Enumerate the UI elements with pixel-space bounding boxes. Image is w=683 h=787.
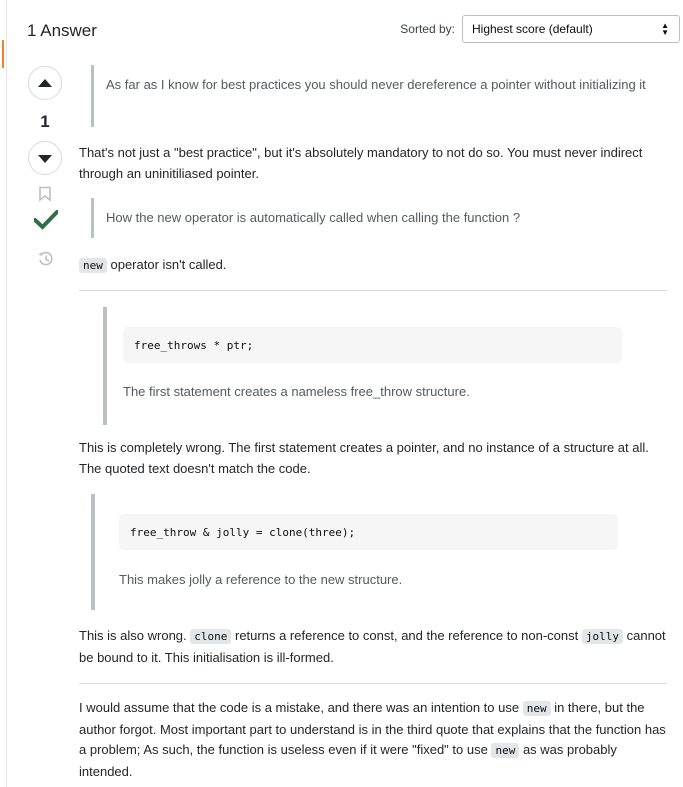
code-block-2: free_throw & jolly = clone(three); <box>119 514 618 550</box>
paragraph-4-text-b: returns a reference to const, and the reference to non-const <box>231 628 582 643</box>
quote-text: As far as I know for best practices you should never dereference a pointer without initializing it <box>106 77 646 92</box>
select-arrows-icon: ▲ ▼ <box>661 21 669 37</box>
history-icon[interactable] <box>37 250 55 268</box>
paragraph-3: This is completely wrong. The first statement creates a pointer, and no instance of a structure at all. The quoted text doesn't match the code. <box>79 440 649 476</box>
blockquote-1 <box>91 65 651 127</box>
paragraph-2-text: operator isn't called. <box>106 257 227 272</box>
paragraph-2 <box>79 255 226 277</box>
paragraph-1: That's not just a "best practice", but it's absolutely mandatory to not do so. You must never indirect through an uninitiliased pointer. <box>79 145 643 181</box>
horizontal-rule <box>79 290 667 291</box>
checkmark-icon <box>34 209 58 231</box>
left-rule <box>0 0 6 787</box>
sort-select-value: Highest score (default) <box>472 22 593 36</box>
quote-text: The first statement creates a nameless free_throw structure. <box>123 384 470 399</box>
paragraph-5-text-a: I would assume that the code is a mistake, and there was an intention to use <box>79 700 523 715</box>
inline-code-new: new <box>523 701 551 716</box>
answer-count: 1 Answer <box>27 21 97 40</box>
paragraph-4 <box>79 626 669 668</box>
code-block-1: free_throws * ptr; <box>123 327 622 363</box>
blockquote-4 <box>91 494 631 610</box>
paragraph-4-text-a: This is also wrong. <box>79 628 191 643</box>
vote-up-button[interactable] <box>28 66 62 100</box>
inline-code-jolly: jolly <box>582 629 623 644</box>
inline-code-new: new <box>491 743 519 758</box>
quote-text: This makes jolly a reference to the new structure. <box>119 572 403 587</box>
quote-text: How the new operator is automatically called when calling the function ? <box>106 210 521 225</box>
inline-code-new: new <box>79 258 107 273</box>
sort-label: Sorted by: <box>400 22 455 36</box>
blockquote-3 <box>103 307 643 425</box>
divider-line <box>6 0 7 787</box>
horizontal-rule <box>79 683 667 684</box>
arrow-up-icon <box>37 76 53 90</box>
sort-select[interactable] <box>462 15 680 43</box>
vote-count: 1 <box>40 112 50 131</box>
blockquote-2 <box>91 198 651 238</box>
vote-down-button[interactable] <box>28 141 62 175</box>
paragraph-5-text-b: in there, but the author forgot. Most important part to understand is in the third quote that explains that the function has a problem; As such, the function is useless even if it were "fixed" to use <box>79 700 666 757</box>
accent-marker <box>2 40 4 68</box>
arrow-down-icon <box>37 151 53 165</box>
bookmark-icon[interactable] <box>38 186 52 202</box>
paragraph-5 <box>79 698 669 782</box>
paragraph-4-text-c: cannot be bound to it. This initialisation is ill-formed. <box>79 628 666 665</box>
answers-header <box>27 18 682 44</box>
inline-code-clone: clone <box>190 629 231 644</box>
paragraph-5-text-c: as was probably intended. <box>79 742 617 779</box>
